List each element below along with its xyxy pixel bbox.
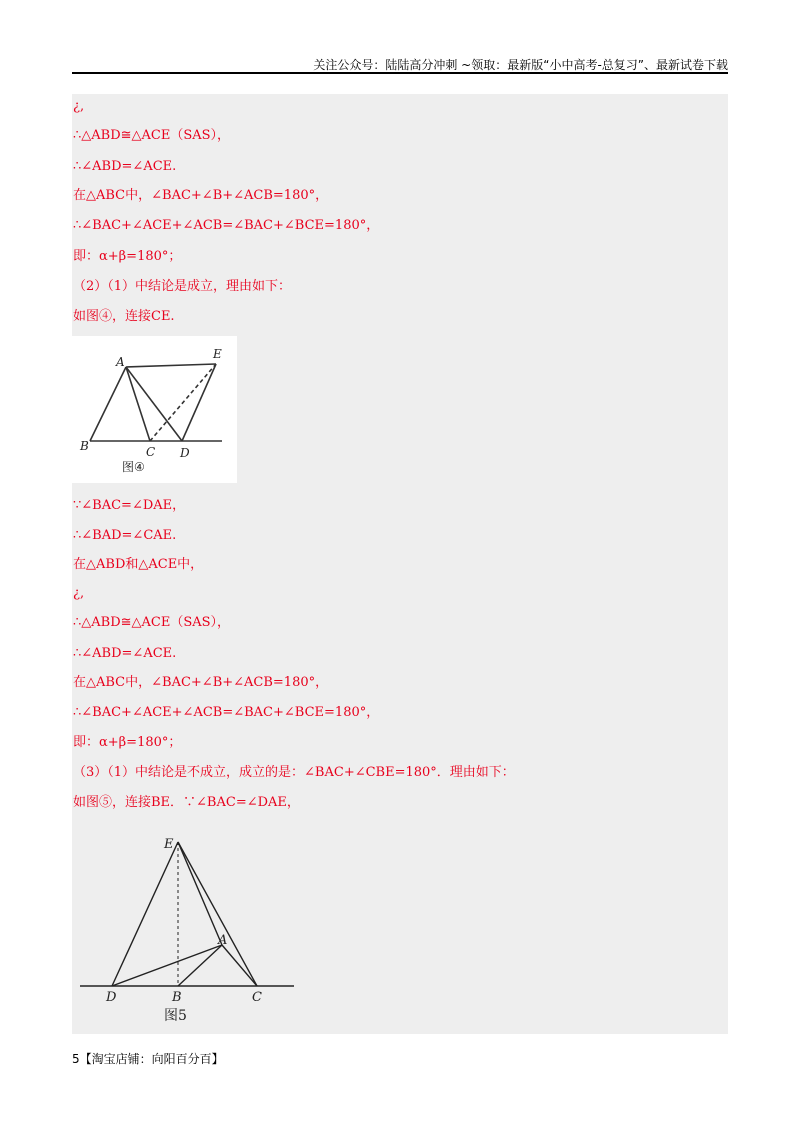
solution-line: ∴∠BAC+∠ACE+∠ACB=∠BAC+∠BCE=180°，: [73, 218, 380, 233]
label-a: A: [116, 355, 125, 369]
solution-line: ∴∠ABD=∠ACE.: [73, 646, 177, 661]
label-e: E: [213, 347, 222, 361]
page-header: 关注公众号：陆陆高分冲刺 ~领取：最新版“小中高考-总复习”、最新试卷下载: [313, 58, 728, 72]
solution-line: ¿,: [73, 586, 85, 601]
figure-4-caption: 图④: [122, 460, 145, 474]
solution-line: ∴△ABD≅△ACE（SAS），: [73, 615, 231, 630]
header-rule: [72, 72, 728, 74]
label-d: D: [106, 990, 117, 1005]
solution-line: 在△ABC中，∠BAC+∠B+∠ACB=180°，: [73, 188, 329, 203]
solution-line: ∴∠BAD=∠CAE.: [73, 528, 177, 543]
label-e: E: [164, 837, 174, 852]
label-a: A: [218, 933, 228, 948]
label-d: D: [180, 446, 190, 460]
label-b: B: [80, 439, 89, 453]
solution-line: （3）（1）中结论是不成立，成立的是：∠BAC+∠CBE=180°．理由如下：: [73, 765, 515, 780]
label-c: C: [146, 445, 156, 459]
solution-line: 在△ABC中，∠BAC+∠B+∠ACB=180°，: [73, 675, 329, 690]
figure-5-caption: 图5: [164, 1008, 187, 1024]
solution-line: ∴∠BAC+∠ACE+∠ACB=∠BAC+∠BCE=180°，: [73, 705, 380, 720]
solution-line: 如图⑤，连接BE．∵∠BAC=∠DAE，: [73, 795, 300, 810]
solution-line: ∴∠ABD=∠ACE.: [73, 159, 177, 174]
label-c: C: [252, 990, 262, 1005]
solution-line: 即：α+β=180°；: [73, 249, 182, 264]
solution-line: 如图④，连接CE.: [73, 309, 175, 324]
page-footer: [72, 1050, 224, 1067]
solution-line: ∴△ABD≅△ACE（SAS），: [73, 128, 231, 143]
solution-line: （2）（1）中结论是成立，理由如下：: [73, 279, 292, 294]
solution-line: ¿,: [73, 99, 85, 114]
solution-line: 在△ABD和△ACE中，: [73, 557, 204, 572]
figure-5-diagram: [72, 830, 302, 1030]
label-b: B: [172, 990, 182, 1005]
page-number: 5: [72, 1052, 80, 1066]
figure-4-diagram: [72, 336, 237, 483]
solution-line: ∵∠BAC=∠DAE，: [73, 498, 186, 513]
solution-line: 即：α+β=180°；: [73, 735, 182, 750]
shop-label: 【淘宝店铺：向阳百分百】: [79, 1052, 224, 1066]
